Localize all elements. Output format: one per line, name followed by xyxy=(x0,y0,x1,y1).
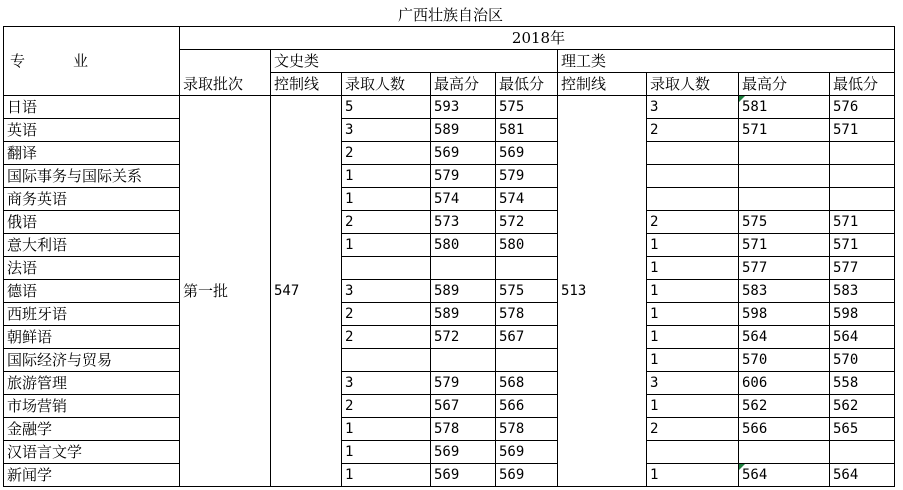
wenshi-count: 1 xyxy=(342,234,431,257)
wenshi-min: 569 xyxy=(496,142,558,165)
wenshi-min-header: 最低分 xyxy=(496,73,558,96)
wenshi-max: 572 xyxy=(431,326,496,349)
ligong-min: 571 xyxy=(830,211,895,234)
wenshi-min: 566 xyxy=(496,395,558,418)
table-row xyxy=(4,234,895,257)
major-column-header: 专 业 xyxy=(4,27,180,96)
region-title: 广西壮族自治区 xyxy=(4,4,895,27)
wenshi-count: 3 xyxy=(342,280,431,303)
ligong-min-header: 最低分 xyxy=(830,73,895,96)
ligong-max: 564 xyxy=(739,464,830,487)
title-row xyxy=(4,4,895,27)
ligong-count-header: 录取人数 xyxy=(647,73,739,96)
wenshi-count: 3 xyxy=(342,119,431,142)
wenshi-max: 567 xyxy=(431,395,496,418)
wenshi-max: 593 xyxy=(431,96,496,119)
ligong-max xyxy=(739,188,830,211)
ligong-min: 570 xyxy=(830,349,895,372)
wenshi-min: 581 xyxy=(496,119,558,142)
major-name: 法语 xyxy=(4,257,180,280)
wenshi-min: 569 xyxy=(496,441,558,464)
wenshi-max: 569 xyxy=(431,464,496,487)
wenshi-max: 569 xyxy=(431,441,496,464)
wenshi-max: 578 xyxy=(431,418,496,441)
major-name: 日语 xyxy=(4,96,180,119)
ligong-count: 1 xyxy=(647,464,739,487)
ligong-max: 562 xyxy=(739,395,830,418)
wenshi-min xyxy=(496,257,558,280)
ligong-count: 1 xyxy=(647,234,739,257)
wenshi-max: 574 xyxy=(431,188,496,211)
batch-group-blank xyxy=(180,50,271,73)
ligong-max: 570 xyxy=(739,349,830,372)
ligong-max xyxy=(739,165,830,188)
ligong-max-header: 最高分 xyxy=(739,73,830,96)
ligong-count: 1 xyxy=(647,326,739,349)
ligong-min: 562 xyxy=(830,395,895,418)
wenshi-count xyxy=(342,257,431,280)
ligong-max: 598 xyxy=(739,303,830,326)
table-row xyxy=(4,257,895,280)
wenshi-min: 572 xyxy=(496,211,558,234)
major-name: 国际经济与贸易 xyxy=(4,349,180,372)
ligong-max: 566 xyxy=(739,418,830,441)
ligong-count: 3 xyxy=(647,96,739,119)
table-row xyxy=(4,165,895,188)
wenshi-max: 579 xyxy=(431,165,496,188)
wenshi-min: 569 xyxy=(496,464,558,487)
ligong-min: 564 xyxy=(830,464,895,487)
ligong-count: 1 xyxy=(647,395,739,418)
batch-value: 第一批 xyxy=(180,96,271,487)
wenshi-count: 2 xyxy=(342,211,431,234)
ligong-count: 1 xyxy=(647,349,739,372)
wenshi-count: 2 xyxy=(342,303,431,326)
ligong-count: 1 xyxy=(647,303,739,326)
wenshi-max: 589 xyxy=(431,280,496,303)
major-name: 英语 xyxy=(4,119,180,142)
wenshi-min: 575 xyxy=(496,280,558,303)
table-row xyxy=(4,395,895,418)
ligong-max xyxy=(739,441,830,464)
ligong-count xyxy=(647,188,739,211)
wenshi-max: 569 xyxy=(431,142,496,165)
ligong-max: 583 xyxy=(739,280,830,303)
ligong-count: 1 xyxy=(647,280,739,303)
major-name: 新闻学 xyxy=(4,464,180,487)
year-header: 2018年 xyxy=(180,27,895,50)
table-row xyxy=(4,142,895,165)
major-name: 汉语言文学 xyxy=(4,441,180,464)
major-name: 国际事务与国际关系 xyxy=(4,165,180,188)
wenshi-max: 589 xyxy=(431,119,496,142)
table-row xyxy=(4,119,895,142)
ligong-min xyxy=(830,142,895,165)
ligong-min: 577 xyxy=(830,257,895,280)
table-row xyxy=(4,280,895,303)
major-name: 德语 xyxy=(4,280,180,303)
wenshi-max xyxy=(431,257,496,280)
ligong-count: 1 xyxy=(647,257,739,280)
wenshi-min: 578 xyxy=(496,303,558,326)
wenshi-max xyxy=(431,349,496,372)
major-name: 西班牙语 xyxy=(4,303,180,326)
ligong-max: 571 xyxy=(739,234,830,257)
wenshi-count xyxy=(342,349,431,372)
wenshi-group-header: 文史类 xyxy=(271,50,558,73)
wenshi-count: 1 xyxy=(342,188,431,211)
wenshi-count: 2 xyxy=(342,395,431,418)
wenshi-min xyxy=(496,349,558,372)
wenshi-count: 2 xyxy=(342,326,431,349)
wenshi-count: 2 xyxy=(342,142,431,165)
ligong-min: 558 xyxy=(830,372,895,395)
ligong-count xyxy=(647,441,739,464)
ligong-count: 3 xyxy=(647,372,739,395)
ligong-group-header: 理工类 xyxy=(558,50,895,73)
wenshi-count: 1 xyxy=(342,464,431,487)
table-row xyxy=(4,441,895,464)
major-name: 市场营销 xyxy=(4,395,180,418)
wenshi-max: 580 xyxy=(431,234,496,257)
table-row xyxy=(4,211,895,234)
table-row xyxy=(4,303,895,326)
ligong-max xyxy=(739,142,830,165)
wenshi-control-header: 控制线 xyxy=(271,73,342,96)
ligong-min: 564 xyxy=(830,326,895,349)
major-name: 意大利语 xyxy=(4,234,180,257)
wenshi-min: 575 xyxy=(496,96,558,119)
wenshi-count: 5 xyxy=(342,96,431,119)
wenshi-min: 579 xyxy=(496,165,558,188)
wenshi-count: 1 xyxy=(342,165,431,188)
ligong-min xyxy=(830,441,895,464)
table-row xyxy=(4,326,895,349)
ligong-min: 565 xyxy=(830,418,895,441)
major-name: 旅游管理 xyxy=(4,372,180,395)
table-row xyxy=(4,349,895,372)
ligong-min: 571 xyxy=(830,234,895,257)
wenshi-max-header: 最高分 xyxy=(431,73,496,96)
major-name: 朝鲜语 xyxy=(4,326,180,349)
major-name: 俄语 xyxy=(4,211,180,234)
wenshi-max: 579 xyxy=(431,372,496,395)
ligong-count xyxy=(647,165,739,188)
ligong-min xyxy=(830,188,895,211)
admission-table xyxy=(3,4,895,487)
table-row xyxy=(4,418,895,441)
wenshi-min: 568 xyxy=(496,372,558,395)
wenshi-control-value: 547 xyxy=(271,96,342,487)
ligong-count: 2 xyxy=(647,119,739,142)
ligong-max: 571 xyxy=(739,119,830,142)
table-row xyxy=(4,96,895,119)
ligong-min: 598 xyxy=(830,303,895,326)
ligong-max: 564 xyxy=(739,326,830,349)
ligong-min: 576 xyxy=(830,96,895,119)
major-name: 翻译 xyxy=(4,142,180,165)
wenshi-max: 573 xyxy=(431,211,496,234)
wenshi-min: 567 xyxy=(496,326,558,349)
wenshi-count-header: 录取人数 xyxy=(342,73,431,96)
wenshi-count: 3 xyxy=(342,372,431,395)
wenshi-count: 1 xyxy=(342,418,431,441)
ligong-count: 2 xyxy=(647,418,739,441)
ligong-max: 606 xyxy=(739,372,830,395)
ligong-min: 571 xyxy=(830,119,895,142)
wenshi-min: 574 xyxy=(496,188,558,211)
ligong-min xyxy=(830,165,895,188)
wenshi-min: 580 xyxy=(496,234,558,257)
table-row xyxy=(4,188,895,211)
wenshi-max: 589 xyxy=(431,303,496,326)
ligong-count: 2 xyxy=(647,211,739,234)
ligong-max: 581 xyxy=(739,96,830,119)
major-name: 金融学 xyxy=(4,418,180,441)
table-row xyxy=(4,464,895,487)
ligong-max: 577 xyxy=(739,257,830,280)
ligong-control-value: 513 xyxy=(558,96,647,487)
ligong-max: 575 xyxy=(739,211,830,234)
table-row xyxy=(4,372,895,395)
major-name: 商务英语 xyxy=(4,188,180,211)
ligong-min: 583 xyxy=(830,280,895,303)
ligong-control-header: 控制线 xyxy=(558,73,647,96)
wenshi-min: 578 xyxy=(496,418,558,441)
ligong-count xyxy=(647,142,739,165)
wenshi-count: 1 xyxy=(342,441,431,464)
batch-header: 录取批次 xyxy=(180,73,271,96)
year-row xyxy=(4,27,895,50)
